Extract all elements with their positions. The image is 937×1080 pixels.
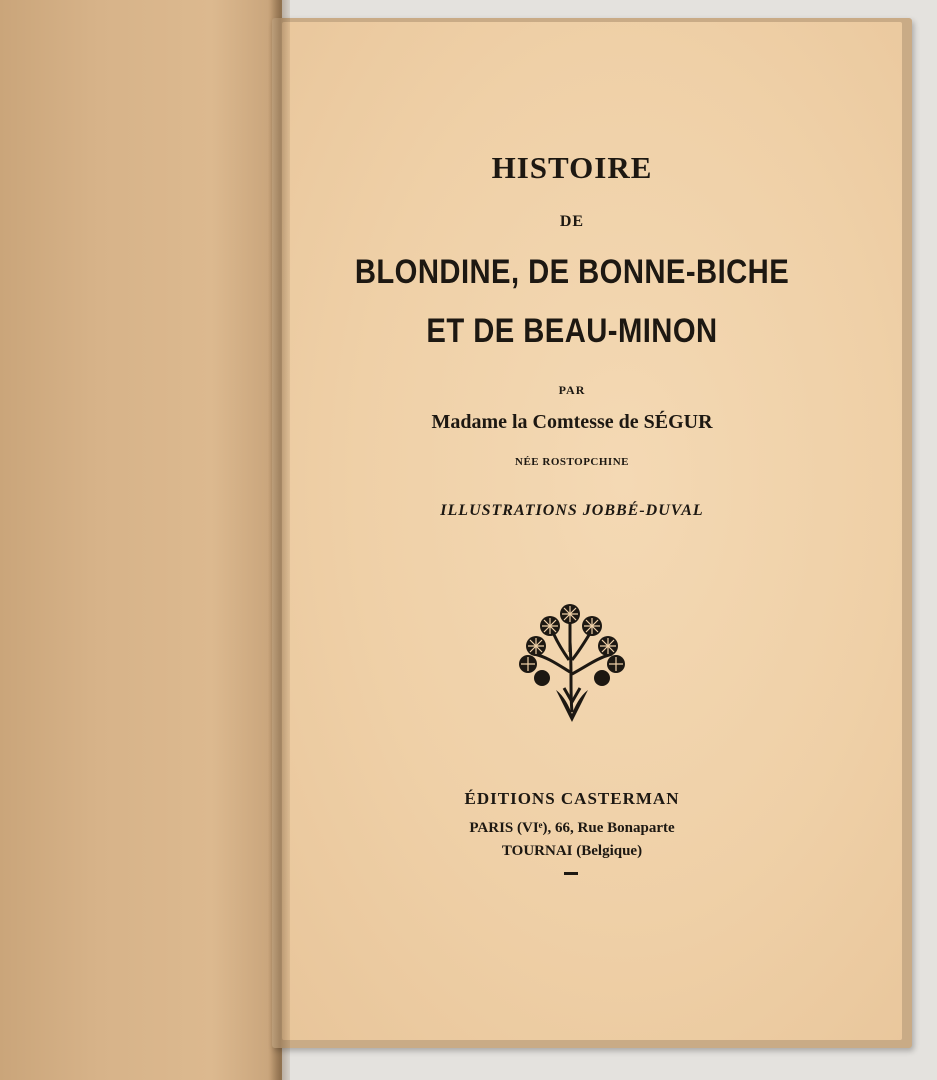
author-note: NÉE ROSTOPCHINE xyxy=(515,456,629,468)
by-label: PAR xyxy=(558,383,586,397)
closing-dash xyxy=(564,872,578,875)
publisher-name: ÉDITIONS CASTERMAN xyxy=(464,789,680,808)
illustrator-credit: ILLUSTRATIONS JOBBÉ-DUVAL xyxy=(440,502,704,519)
left-blank-page xyxy=(0,0,282,1080)
title-de: DE xyxy=(559,213,585,230)
title-main-line-1: BLONDINE, DE BONNE-BICHE xyxy=(354,253,790,291)
author-name: Madame la Comtesse de SÉGUR xyxy=(431,411,713,433)
floral-emblem-icon xyxy=(512,602,632,724)
publisher-address-tournai: TOURNAI (Belgique) xyxy=(501,843,643,859)
publisher-address-paris: PARIS (VIᵉ), 66, Rue Bonaparte xyxy=(469,820,675,836)
title-main-line-2: ET DE BEAU-MINON xyxy=(426,312,718,350)
title-histoire: HISTOIRE xyxy=(491,150,653,185)
